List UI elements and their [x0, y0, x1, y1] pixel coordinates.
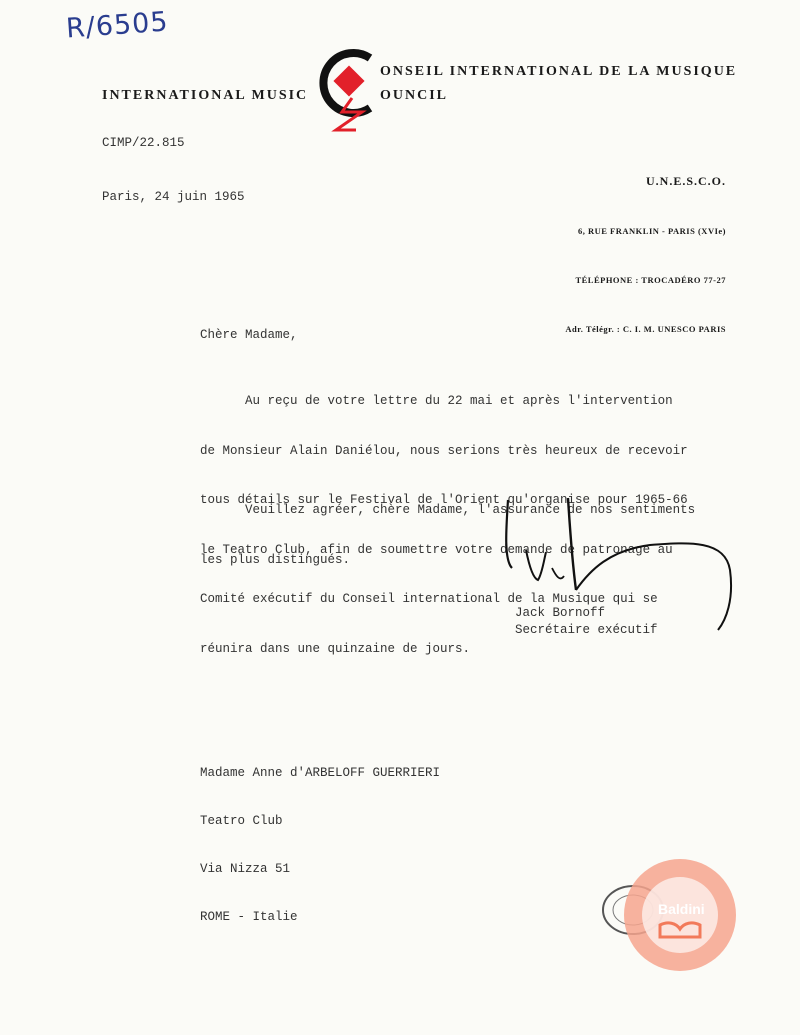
signatory-name: Jack Bornoff: [515, 606, 606, 620]
recipient-line: Madame Anne d'ARBELOFF GUERRIERI: [200, 766, 441, 780]
org-address: [565, 138, 726, 372]
recipient-address: [200, 733, 440, 957]
recipient-line: ROME - Italie: [200, 910, 298, 924]
salutation: Chère Madame,: [200, 328, 298, 342]
letterhead-english-council: OUNCIL: [380, 88, 449, 103]
paragraph-line: de Monsieur Alain Daniélou, nous serions très heureux de recevoir: [200, 443, 688, 458]
signatory-title: Secrétaire exécutif: [515, 623, 658, 637]
council-logo-icon: [312, 40, 382, 140]
handwritten-reference: R/6505: [65, 6, 170, 45]
paragraph-line: les plus distingués.: [200, 552, 351, 567]
org-name: U.N.E.S.C.O.: [645, 174, 726, 188]
paragraph-line: Au reçu de votre lettre du 22 mai et après l'intervention: [200, 394, 673, 408]
paragraph-line: Veuillez agréer, chère Madame, l'assurance de nos sentiments: [200, 503, 696, 517]
recipient-line: Teatro Club: [200, 814, 283, 828]
letter-date: Paris, 24 juin 1965: [102, 190, 245, 204]
paragraph-line: réunira dans une quinzaine de jours.: [200, 641, 471, 656]
paragraph-line: le Teatro Club, afin de soumettre votre demande de patronage au: [200, 542, 673, 557]
org-street: 6, RUE FRANKLIN - PARIS (XVIe): [577, 226, 726, 236]
recipient-line: Via Nizza 51: [200, 862, 291, 876]
letterhead-english: INTERNATIONAL MUSIC: [102, 88, 309, 103]
letterhead-french: ONSEIL INTERNATIONAL DE LA MUSIQUE: [380, 64, 738, 79]
paragraph-line: tous détails sur le Festival de l'Orient qu'organise pour 1965-66: [200, 493, 688, 507]
paragraph-line: Comité exécutif du Conseil international de la Musique qui se: [200, 592, 658, 606]
letter-reference: CIMP/22.815: [102, 136, 185, 150]
baldini-watermark: [620, 855, 740, 975]
org-telegram: Adr. Télégr. : C. I. M. UNESCO PARIS: [565, 324, 726, 334]
org-phone: TÉLÉPHONE : TROCADÉRO 77-27: [575, 275, 726, 285]
baldini-label: Baldini: [658, 901, 705, 917]
